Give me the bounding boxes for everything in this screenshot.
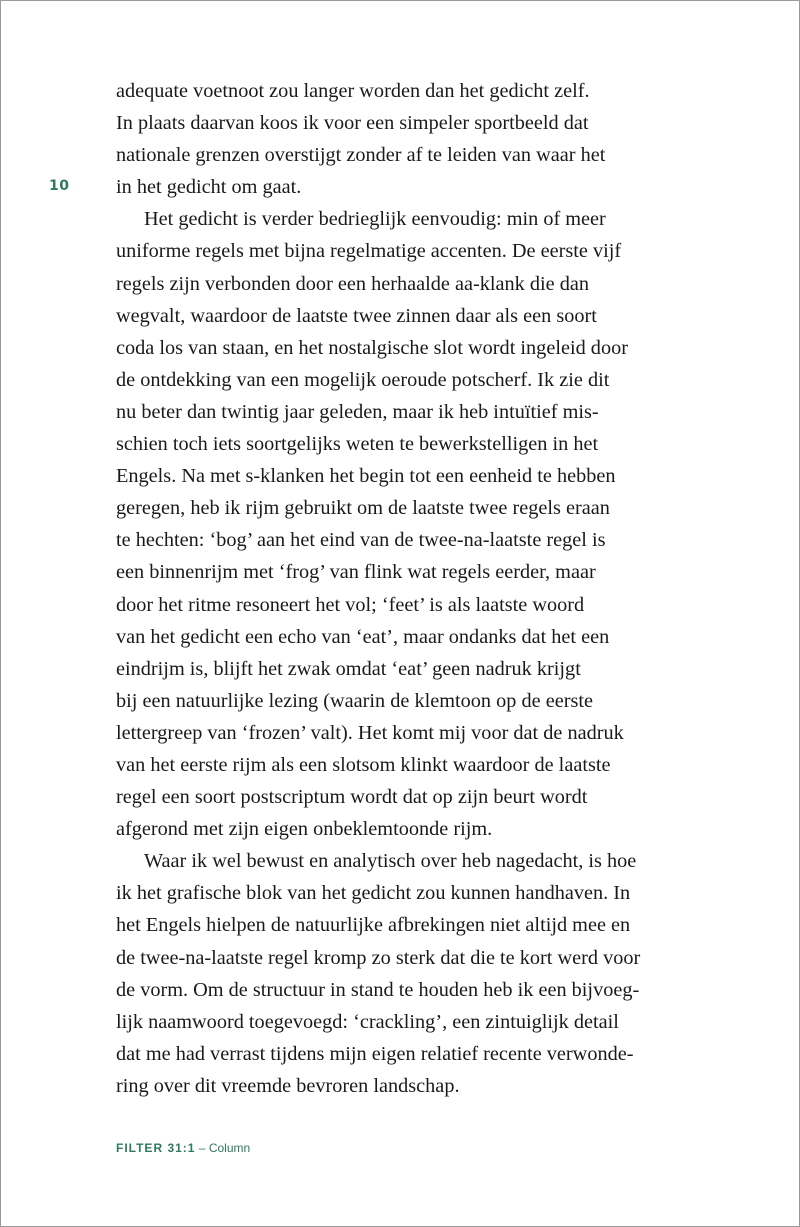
text-line: uniforme regels met bijna regelmatige accenten. De eerste vijf xyxy=(116,240,622,263)
text-line: lijk naamwoord toegevoegd: ‘crackling’, een zintuiglijk detail xyxy=(116,1010,619,1033)
text-line: bij een natuurlijke lezing (waarin de klemtoon op de eerste xyxy=(116,689,593,712)
text-line: coda los van staan, en het nostalgische slot wordt ingeleid door xyxy=(116,336,628,359)
text-line: te hechten: ‘bog’ aan het eind van de twee-na-laatste regel is xyxy=(116,529,606,552)
footer-journal: FILTER 31:1 xyxy=(116,1141,196,1155)
body-text xyxy=(116,75,696,1102)
paragraph-start-line: Het gedicht is verder bedrieglijk eenvoudig: min of meer xyxy=(144,208,606,231)
text-line: eindrijm is, blijft het zwak omdat ‘eat’ geen nadruk krijgt xyxy=(116,657,581,680)
text-line: de twee-na-laatste regel kromp zo sterk dat die te kort werd voor xyxy=(116,946,641,969)
running-footer xyxy=(116,1141,250,1155)
footer-section: Column xyxy=(208,1141,251,1155)
text-line: regel een soort postscriptum wordt dat op zijn beurt wordt xyxy=(116,786,588,809)
text-line: schien toch iets soortgelijks weten te bewerkstelligen in het xyxy=(116,433,599,456)
text-line: wegvalt, waardoor de laatste twee zinnen daar als een soort xyxy=(116,304,597,327)
text-line: ik het grafische blok van het gedicht zou kunnen handhaven. In xyxy=(116,882,631,905)
text-line: dat me had verrast tijdens mijn eigen relatief recente verwonde- xyxy=(116,1042,634,1065)
text-line: door het ritme resoneert het vol; ‘feet’ is als laatste woord xyxy=(116,593,585,616)
text-line: ring over dit vreemde bevroren landschap. xyxy=(116,1074,460,1097)
text-line: de vorm. Om de structuur in stand te houden heb ik een bijvoeg- xyxy=(116,978,640,1001)
text-line: regels zijn verbonden door een herhaalde aa-klank die dan xyxy=(116,272,590,295)
text-line: van het eerste rijm als een slotsom klinkt waardoor de laatste xyxy=(116,753,611,776)
text-line: van het gedicht een echo van ‘eat’, maar ondanks dat het een xyxy=(116,625,610,648)
text-line: In plaats daarvan koos ik voor een simpeler sportbeeld dat xyxy=(116,112,589,135)
text-line: een binnenrijm met ‘frog’ van flink wat regels eerder, maar xyxy=(116,561,596,584)
text-line: het Engels hielpen de natuurlijke afbrekingen niet altijd mee en xyxy=(116,914,631,937)
text-line: lettergreep van ‘frozen’ valt). Het komt mij voor dat de nadruk xyxy=(116,721,624,744)
text-line: afgerond met zijn eigen onbeklemtoonde rijm. xyxy=(116,818,493,841)
text-line: de ontdekking van een mogelijk oeroude potscherf. Ik zie dit xyxy=(116,368,610,391)
text-line: geregen, heb ik rijm gebruikt om de laatste twee regels eraan xyxy=(116,497,610,520)
text-line: Engels. Na met s-klanken het begin tot een eenheid te hebben xyxy=(116,465,616,488)
footer-separator: – xyxy=(195,1141,209,1155)
text-line: nationale grenzen overstijgt zonder af te leiden van waar het xyxy=(116,144,606,167)
text-line: adequate voetnoot zou langer worden dan het gedicht zelf. xyxy=(116,80,590,102)
text-line: nu beter dan twintig jaar geleden, maar ik heb intuïtief mis- xyxy=(116,400,599,423)
paragraph-start-line: Waar ik wel bewust en analytisch over heb nagedacht, is hoe xyxy=(144,850,637,873)
page-number: 10 xyxy=(49,178,70,194)
text-line: in het gedicht om gaat. xyxy=(116,176,302,199)
